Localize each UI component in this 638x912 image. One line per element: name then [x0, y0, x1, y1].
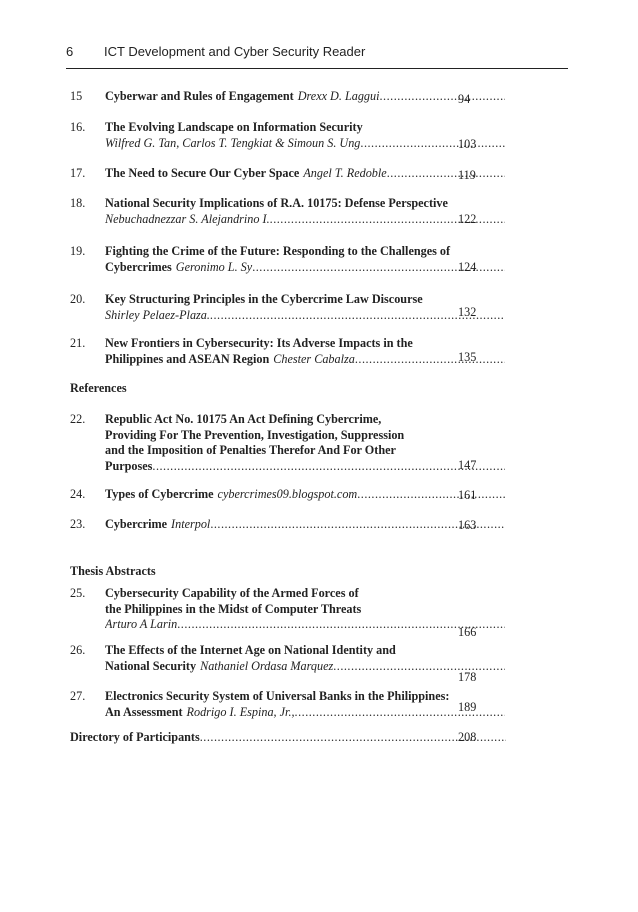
toc-entry-number: 25. — [70, 586, 86, 600]
toc-entry-line — [105, 166, 505, 182]
toc-entry-title: The Need to Secure Our Cyber Space — [105, 166, 300, 180]
toc-entry-title: Cybercrime — [105, 517, 168, 531]
toc-entry-page: 189 — [458, 700, 477, 714]
toc-entry-title: New Frontiers in Cybersecurity: Its Adverse Impacts in the — [105, 336, 413, 350]
toc-directory-page: 208 — [458, 730, 477, 744]
toc-entry-page: 94 — [458, 92, 471, 106]
toc-entry-title: Purposes — [105, 458, 153, 473]
toc-entry-title: Republic Act No. 10175 An Act Defining Cybercrime, — [105, 412, 382, 426]
toc-entry-line — [105, 244, 505, 260]
toc-entry-line — [105, 659, 505, 675]
toc-entry-line — [105, 428, 505, 444]
toc-entry-line — [105, 617, 505, 633]
toc-directory-label: Directory of Participants ..... — [70, 730, 506, 745]
toc-entry-number: 24. — [70, 487, 86, 501]
toc-entry-line — [105, 586, 505, 602]
toc-entry-body — [105, 586, 505, 633]
toc-entry-line — [105, 196, 505, 212]
toc-entry-line — [105, 260, 505, 276]
toc-entry-title: Key Structuring Principles in the Cybercrime Law Discourse — [105, 292, 423, 306]
toc-entry-number: 26. — [70, 643, 86, 657]
toc-entry-page: 135 — [458, 350, 477, 364]
header-rule — [66, 68, 568, 69]
toc-entry-title: Cybercrimes — [105, 259, 172, 274]
section-references: References — [70, 381, 127, 395]
toc-entry-line — [105, 89, 505, 105]
toc-entry-line — [105, 120, 505, 136]
toc-entry-body — [105, 487, 505, 503]
toc-entry-number: 20. — [70, 292, 86, 306]
toc-entry-title: The Evolving Landscape on Information Security — [105, 120, 363, 134]
toc-entry-number: 15 — [70, 89, 83, 103]
toc-entry-line — [105, 443, 505, 459]
toc-entry-number: 17. — [70, 166, 86, 180]
toc-entry-author: Shirley Pelaez-Plaza. — [105, 307, 210, 322]
toc-entry-title: Electronics Security System of Universal Banks in the Philippines: — [105, 689, 450, 703]
toc-entry-line — [105, 689, 505, 705]
toc-entry-author: Interpol — [171, 517, 211, 531]
toc-entry-page: 166 — [458, 625, 477, 639]
header-title: ICT Development and Cyber Security Reader — [104, 44, 366, 59]
toc-entry-author: Angel T. Redoble — [303, 166, 387, 180]
toc-entry-number: 19. — [70, 244, 86, 258]
toc-entry-body — [105, 196, 505, 227]
toc-entry-body — [105, 89, 505, 105]
toc-entry-title: National Security — [105, 658, 197, 673]
toc-entry-body — [105, 292, 505, 323]
toc-entry-author: Drexx D. Laggui — [297, 89, 380, 103]
toc-entry-author: Arturo A Larin — [105, 617, 178, 631]
toc-entry-title: Providing For The Prevention, Investigation, Suppression — [105, 427, 405, 442]
toc-entry-line — [105, 336, 505, 352]
toc-entry-number: 18. — [70, 196, 86, 210]
toc-entry-line — [105, 705, 505, 721]
toc-entry-page: 161 — [458, 488, 477, 502]
toc-entry-body — [105, 517, 505, 533]
toc-entry-author: Nathaniel Ordasa Marquez — [200, 658, 334, 673]
toc-entry-title: Philippines and ASEAN Region — [105, 351, 270, 366]
toc-entry-page: 122 — [458, 212, 477, 226]
toc-entry-title: National Security Implications of R.A. 10175: Defense Perspective — [105, 196, 448, 210]
toc-entry-line — [105, 643, 505, 659]
toc-entry-body — [105, 336, 505, 367]
toc-entry-number: 23. — [70, 517, 86, 531]
toc-entry-line — [105, 602, 505, 618]
toc-entry-title: Fighting the Crime of the Future: Responding to the Challenges of — [105, 244, 451, 258]
toc-entry-body — [105, 166, 505, 182]
section-thesis-abstracts: Thesis Abstracts — [70, 564, 156, 578]
toc-entry-page: 119 — [458, 168, 476, 182]
toc-entry-title: An Assessment — [105, 704, 183, 719]
toc-entry-body — [105, 120, 505, 151]
toc-entry-number: 21. — [70, 336, 86, 350]
toc-entry-body — [105, 412, 505, 474]
toc-entry-line — [105, 136, 505, 152]
toc-entry-title: Cybersecurity Capability of the Armed Forces of — [105, 586, 359, 600]
toc-entry-body — [105, 643, 505, 674]
toc-entry-line — [105, 459, 505, 475]
toc-entry-body — [105, 689, 505, 720]
toc-entry-page: 124 — [458, 260, 477, 274]
header-page-number: 6 — [66, 44, 74, 59]
toc-entry-page: 103 — [458, 137, 477, 151]
toc-entry-page: 163 — [458, 518, 477, 532]
toc-entry-number: 22. — [70, 412, 86, 426]
toc-entry-page: 147 — [458, 458, 477, 472]
running-header — [66, 44, 566, 68]
toc-entry-line — [105, 308, 505, 324]
toc-entry-page: 178 — [458, 670, 477, 684]
toc-entry-number: 16. — [70, 120, 86, 134]
toc-entry-title: The Effects of the Internet Age on National Identity and — [105, 643, 396, 657]
toc-entry-page: 132 — [458, 305, 477, 319]
toc-entry-author: Rodrigo I. Espina, Jr., — [186, 704, 295, 719]
toc-entry-line — [105, 412, 505, 428]
toc-entry-author: Chester Cabalza — [273, 351, 355, 366]
toc-entry-line — [105, 487, 505, 503]
toc-entry-author: Geronimo L. Sy — [175, 259, 253, 274]
toc-entry-line — [105, 517, 505, 533]
toc-entry-title: and the Imposition of Penalties Therefor And For Other — [105, 443, 396, 457]
toc-entry-body — [105, 244, 505, 275]
toc-entry-line — [105, 292, 505, 308]
toc-entry-number: 27. — [70, 689, 86, 703]
toc-entry-title: Types of Cybercrime — [105, 487, 214, 501]
toc-entry-author: cybercrimes09.blogspot.com — [217, 487, 358, 501]
toc-entry-author: Wilfred G. Tan, Carlos T. Tengkiat & Simoun S. Ung — [105, 135, 361, 150]
toc-entry-line — [105, 352, 505, 368]
toc-entry-line — [105, 212, 505, 228]
toc-entry-author: Nebuchadnezzar S. Alejandrino I. — [105, 211, 270, 226]
toc-entry-title: the Philippines in the Midst of Computer Threats — [105, 601, 362, 616]
toc-entry-title: Cyberwar and Rules of Engagement — [105, 89, 294, 103]
